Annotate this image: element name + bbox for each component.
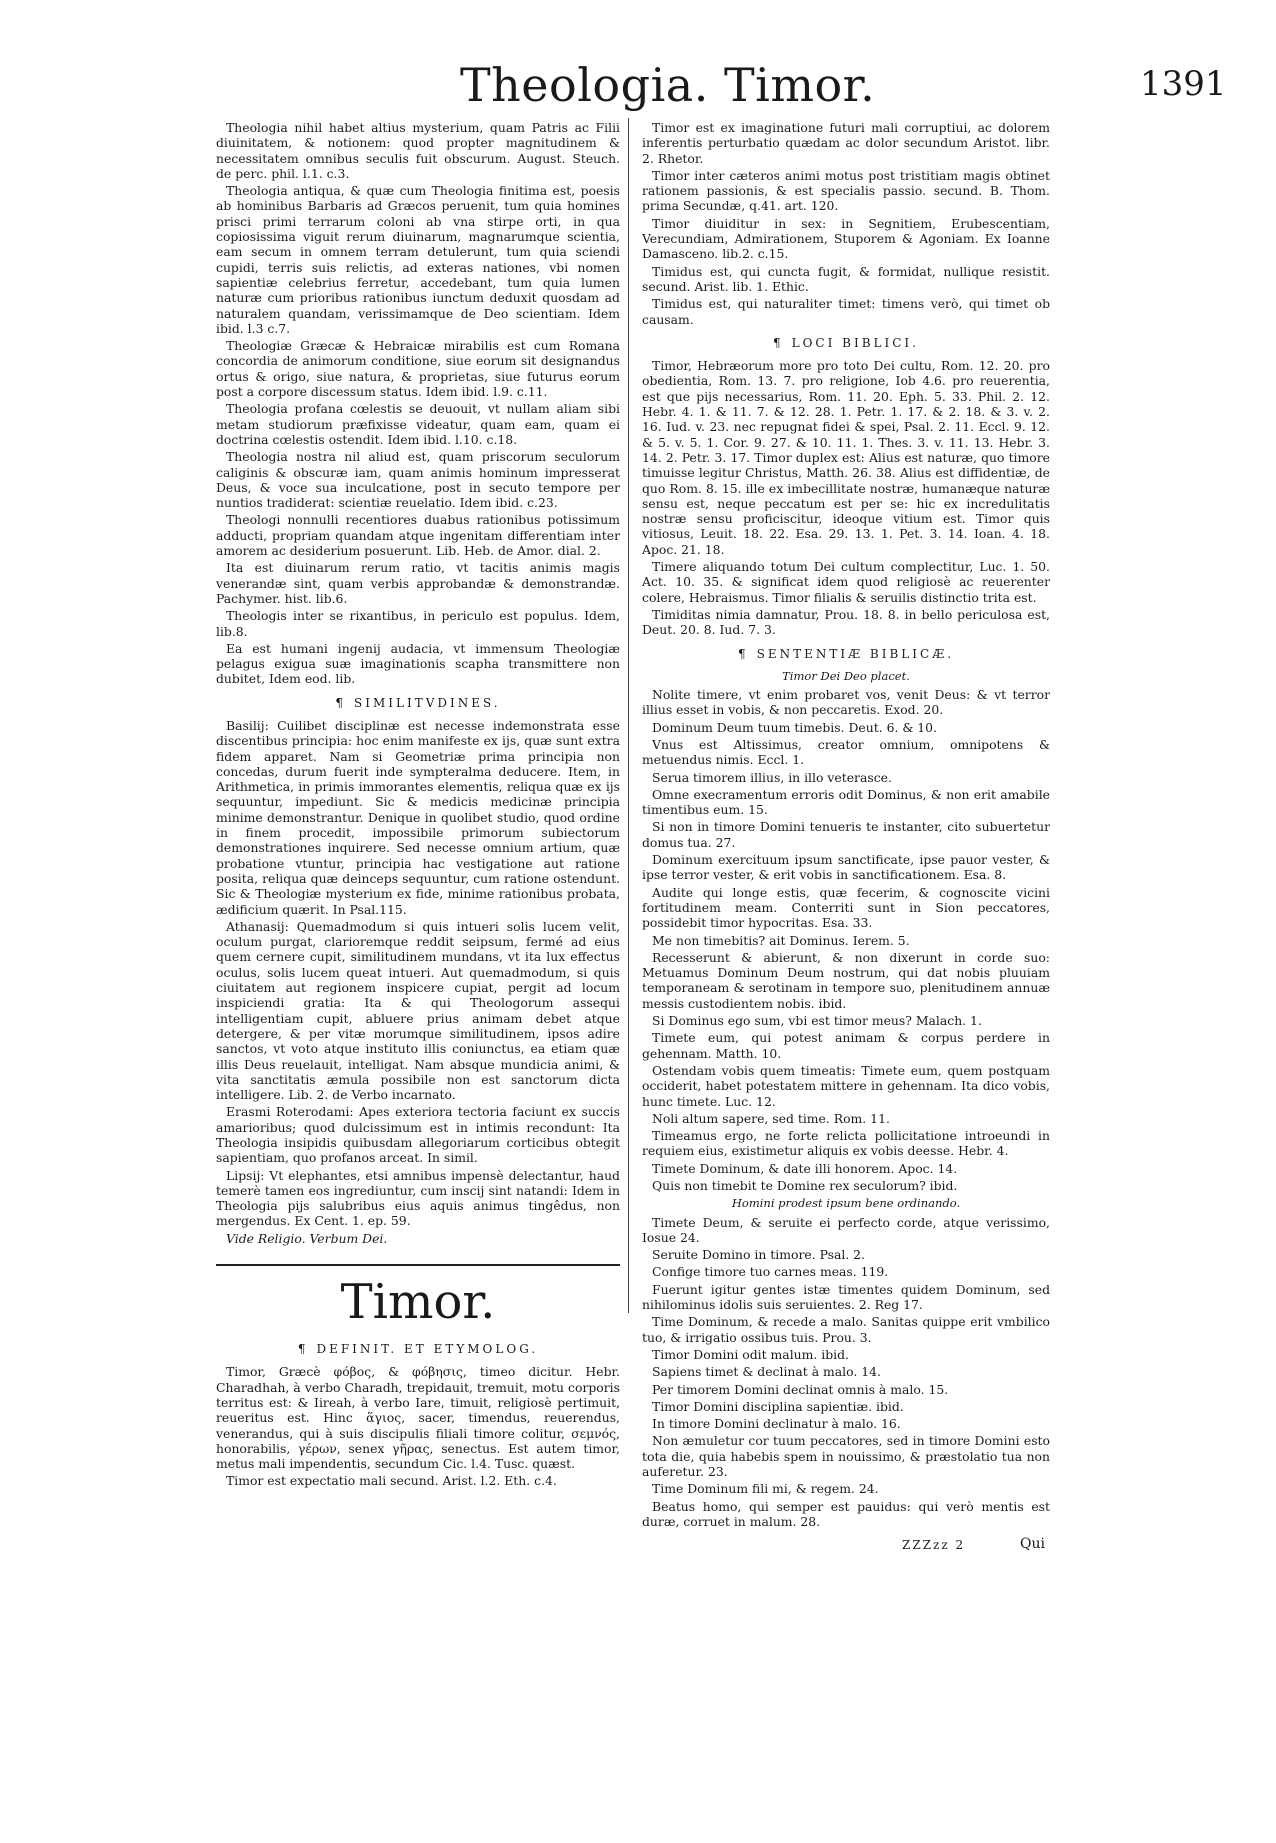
paragraph: Ea est humani ingenij audacia, vt immensum Theologiæ pelagus exigua suæ imaginationis scapha transmittere non dubitet, Idem eod. lib. — [216, 640, 620, 687]
page-number: 1391 — [1140, 64, 1227, 104]
sententia: Noli altum sapere, sed time. Rom. 11. — [652, 1110, 890, 1126]
paragraph-mark-icon: ¶ — [335, 695, 347, 710]
section-heading-similitudines: ¶ SIMILITVDINES. — [335, 695, 501, 710]
sententia: Nolite timere, vt enim probaret vos, venit Deus: & vt terror illius esset in vobis, & non peccaretis. Exod. 20. — [642, 687, 1050, 718]
sententia: Audite qui longe estis, quæ fecerim, & cognoscite vicini fortitudinem meam. Conterriti sunt in Sion peccatores, possidebit timor hypocritas. Esa. 33. — [642, 884, 1050, 931]
sententia: Time Dominum fili mi, & regem. 24. — [652, 1481, 879, 1497]
sententia: Ostendam vobis quem timeatis: Timete eum, quem postquam occiderit, habet potestatem mittere in gehennam. Ita dico vobis, hunc timete. Luc. 12. — [642, 1062, 1050, 1109]
paragraph: Timor est ex imaginatione futuri mali corruptiui, ac dolorem inferentis perturbatio quædam ac dolor secundum Aristot. libr. 2. Rhetor. — [642, 120, 1050, 166]
sententia: Timor Domini disciplina sapientiæ. ibid. — [652, 1398, 904, 1414]
loci-paragraph: Timor, Hebræorum more pro toto Dei cultu, Rom. 12. 20. pro obedientia, Rom. 13. 7. pro religione, Iob 4.6. pro reuerentia, est que pijs necessarius, Rom. 11. 20. Eph. 5. 33. Phil. 2. 12. Hebr. 4. 1. & 11. 7. & 12. 28. 1. Petr. 1. 17. & 2. 18. & 3. v. 2. 16. Iud. v. 23. nec repugnat fidei & spei, Psal. 2. 11. Eccl. 9. 12. & 5. v. 5. 1. Cor. 9. 27. & 10. 11. 1. Thes. 3. v. 11. 13. Hebr. 3. 14. 2. Petr. 3. 17. Timor duplex est: Alius est naturæ, quo timore timuisse legitur Christus, Matth. 26. 38. Alius est diffidentiæ, de quo Rom. 8. 15. ille ex imbecillitate nostræ, humanæque naturæ sensu est, neque peccatum est per se: hic ex incredulitatis nostræ sensu proficiscitur, ideoque vitium est. Timor quis vitiosus, Leuit. 18. 22. Esa. 29. 13. 1. Pet. 3. 14. Ioan. 4. 18. Apoc. 21. 18. — [642, 358, 1050, 557]
paragraph: Theologia profana cœlestis se deuouit, vt nullam aliam sibi metam studiorum præfixisse videatur, quam eam, quam ei doctrina cœlestis ostendit. Idem ibid. l.10. c.18. — [216, 401, 620, 447]
paragraph: Timidus est, qui cuncta fugit, & formidat, nullique resistit. secund. Arist. lib. 1. Ethic. — [642, 263, 1050, 294]
subsection-heading: Timor Dei Deo placet. — [782, 668, 910, 683]
paragraph-mark-icon: ¶ — [737, 646, 749, 661]
definition-paragraph: Timor, Græcè φόβος, & φόβησις, timeo dicitur. Hebr. Charadhah, à verbo Charadh, trepidauit, tremuit, motu corporis territus est: & Iireah, à verbo Iare, timuit, religiosè pertimuit, reueritus est. Hinc ἅγιος, sacer, timendus, reuerendus, venerandus, qui à suis discipulis filiali timore colitur, σεμνός, honorabilis, γέρων, senex γῆρας, senectus. Est autem timor, metus mali impendentis, secundum Cic. l.4. Tusc. quæst. — [216, 1364, 620, 1472]
sententia: Dominum Deum tuum timebis. Deut. 6. & 10. — [652, 719, 938, 735]
similitude-entry: Basilij: Cuilibet disciplinæ est necesse indemonstrata esse discentibus principia: hoc enim manifeste ex ijs, quæ sunt extra fidem apparet. Nam si Geometriæ prima principia non concedas, durum fuerit inde sympteralma deducere. Item, in Arithmetica, in primis immorantes elementis, reliqua quæ ex ijs sequuntur, impediunt. Sic & medicis medicinæ principia minime demonstrantur. Denique in quolibet studio, quod ordine in finem procedit, impossibile primorum subiectorum demonstrationes inquirere. Sed necesse omnium artium, quæ probatione vtuntur, principia hac vestigatione aut ratione posita, reliqua quæ deinceps sequuntur, cum ratione ostendunt. Sic & Theologiæ mysterium ex fide, minime rationibus probata, ædificium quærit. In Psal.115. — [216, 717, 620, 917]
subsection-heading: Homini prodest ipsum bene ordinando. — [731, 1196, 961, 1211]
section-heading-loci-biblici: ¶ LOCI BIBLICI. — [772, 335, 919, 350]
paragraph: Theologia antiqua, & quæ cum Theologia finitima est, poesis ab hominibus Barbaris ad Græcos peruenit, tum quia homines prisci primi terrarum coloni ab vna stirpe orti, in qua copiosissima viguit rerum diuinarum, magnarumque scientia, eam secum in omnem terram detulerunt, tum quia sciendi cupidi, terris suis relictis, ad exteras nationes, vbi nomen sapientiæ celebrius ferretur, accedebant, tum quia lumen naturæ cum prioribus rationibus iunctum deduxit quosdam ad naturalem quandam, verissimamque de Deo scientiam. Idem ibid. l.3 c.7. — [216, 183, 620, 336]
similitude-entry: Athanasij: Quemadmodum si quis intueri solis lucem velit, oculum purgat, clarioremque reddit seipsum, fermé ad eius quem cernere cupit, similitudinem mundans, vt ita lux effectus oculus, solis lucem queat intueri. Aut quemadmodum, si quis ciuitatem aut regionem inspicere cupiat, pergit ad locum inspiciendi gratia: Ita & qui Theologorum assequi intelligentiam cupit, abluere prius animam debet atque detergere, & per vitæ morumque similitudinem, ipsos adire sanctos, vt voto atque instituto illis coniunctus, ea etiam quæ illis Deus reuelauit, intelligat. Nam absque mundicia animi, & vita sanctitatis æmula possibile non est sanctorum dicta intelligere. Lib. 2. de Verbo incarnato. — [216, 918, 620, 1103]
sententia: Recesserunt & abierunt, & non dixerunt in corde suo: Metuamus Dominum Deum nostrum, qui dat nobis pluuiam temporaneam & serotinam in tempore suo, plenitudinem annuæ messis custodientem nobis. ibid. — [642, 949, 1050, 1011]
paragraph: Theologis inter se rixantibus, in periculo est populus. Idem, lib.8. — [216, 608, 620, 639]
sententia: Quis non timebit te Domine rex seculorum? ibid. — [652, 1178, 958, 1193]
definition-paragraph: Timor est expectatio mali secund. Arist. l.2. Eth. c.4. — [226, 1473, 557, 1489]
section-heading-definit: ¶ DEFINIT. ET ETYMOLOG. — [297, 1342, 539, 1357]
sententia: Non æmuletur cor tuum peccatores, sed in timore Domini esto tota die, quia habebis spem in nouissimo, & præstolatio tua non auferetur. 23. — [642, 1433, 1050, 1480]
paragraph: Theologia nihil habet altius mysterium, quam Patris ac Filii diuinitatem, & notionem: quod propter magnitudinem & necessitatem omnibus seculis fuit obscurum. August. Steuch. de perc. phil. l.1. c.3. — [216, 120, 620, 181]
column-divider — [628, 118, 629, 1313]
sententia: In timore Domini declinatur à malo. 16. — [652, 1416, 901, 1432]
signature-mark: ZZZzz 2 — [902, 1538, 966, 1552]
page-header — [0, 58, 1276, 118]
sententia: Time Dominum, & recede a malo. Sanitas quippe erit vmbilico tuo, & irrigatio ossibus tuis. Prou. 3. — [642, 1314, 1050, 1345]
right-column — [642, 120, 1050, 1531]
section-heading-sententiae: ¶ SENTENTIÆ BIBLICÆ. — [737, 646, 955, 661]
sententia: Confige timore tuo carnes meas. 119. — [652, 1264, 889, 1280]
loci-paragraph: Timiditas nimia damnatur, Prou. 18. 8. in bello periculosa est, Deut. 20. 8. Iud. 7. 3. — [642, 606, 1050, 638]
entry-title-timor: Timor. — [340, 1274, 496, 1331]
sententia: Omne execramentum erroris odit Dominus, & non erit amabile timentibus eum. 15. — [642, 786, 1050, 818]
sententia: Dominum exercituum ipsum sanctificate, ipse pauor vester, & ipse terror vester, & erit vobis in sanctificationem. Esa. 8. — [642, 852, 1050, 883]
sententia: Timete eum, qui potest animam & corpus perdere in gehennam. Matth. 10. — [642, 1030, 1050, 1061]
paragraph: Timor inter cæteros animi motus post tristitiam magis obtinet rationem passionis, & est specialis passio. secund. B. Thom. prima Secundæ, q.41. art. 120. — [642, 167, 1050, 214]
sententia: Si Dominus ego sum, vbi est timor meus? Malach. 1. — [652, 1013, 982, 1029]
sententia: Timor Domini odit malum. ibid. — [652, 1346, 849, 1362]
sententia: Fuerunt igitur gentes istæ timentes quidem Dominum, sed nihilominus idolis suis seruientes. 2. Reg 17. — [642, 1281, 1050, 1313]
similitude-entry: Lipsij: Vt elephantes, etsi amnibus impensè delectantur, haud temerè tamen eos ingrediuntur, cum inscij sint natandi: Idem in Theologia pijs salubribus eius aquis animus tingêdus, non mergendus. Ex Cent. 1. ep. 59. — [216, 1167, 620, 1229]
left-column — [216, 120, 620, 1491]
sententia: Seruite Domino in timore. Psal. 2. — [652, 1247, 866, 1263]
paragraph-mark-icon: ¶ — [297, 1342, 309, 1357]
paragraph: Timidus est, qui naturaliter timet: timens verò, qui timet ob causam. — [642, 296, 1050, 327]
paragraph-mark-icon: ¶ — [772, 335, 784, 350]
loci-paragraph: Timere aliquando totum Dei cultum complectitur, Luc. 1. 50. Act. 10. 35. & significat idem quod religiosè ac reuerenter colere, Hebraismus. Timor filialis & seruilis distinctio trita est. — [642, 559, 1050, 605]
sententia: Si non in timore Domini tenueris te instanter, cito subuertetur domus tua. 27. — [642, 819, 1050, 850]
paragraph: Ita est diuinarum rerum ratio, vt tacitis animis magis venerandæ sint, quam verbis approbandæ & demonstrandæ. Pachymer. hist. lib.6. — [216, 560, 620, 606]
sententia: Vnus est Altissimus, creator omnium, omnipotens & metuendus nimis. Eccl. 1. — [642, 736, 1050, 768]
sententia: Timeamus ergo, ne forte relicta pollicitatione introeundi in requiem eius, existimetur aliquis ex vobis deesse. Hebr. 4. — [642, 1128, 1050, 1159]
sententia: Serua timorem illius, in illo veterasce. — [652, 769, 892, 785]
similitude-entry: Erasmi Roterodami: Apes exteriora tectoria faciunt ex succis amarioribus; quod dulcissimum est in intimis recondunt: Ita Theologia insipidis quibusdam allegoriarum corticibus obtegit sapientiam, quo profanos arceat. In simil. — [216, 1104, 620, 1166]
sententia: Beatus homo, qui semper est pauidus: qui verò mentis est duræ, corruet in malum. 28. — [642, 1498, 1050, 1529]
sententia: Sapiens timet & declinat à malo. 14. — [652, 1364, 881, 1380]
paragraph: Theologiæ Græcæ & Hebraicæ mirabilis est cum Romana concordia de animorum conditione, siue eorum sit designandus ortus & origo, siue natura, & proprietas, siue futurus eorum post a corpore discessum status. Idem ibid. l.9. c.11. — [216, 338, 620, 400]
catchword: Qui — [1020, 1536, 1045, 1552]
sententia: Timete Dominum, & date illi honorem. Apoc. 14. — [652, 1160, 958, 1176]
running-title: Theologia. Timor. — [460, 58, 876, 112]
sententia: Per timorem Domini declinat omnis à malo. 15. — [652, 1381, 949, 1397]
paragraph: Theologia nostra nil aliud est, quam priscorum seculorum caliginis & obscuræ iam, quam animis hominum impresserat Deus, & voce sua inculcatione, post in secuto tempore per nuntios tradiderat: scientiæ reuelatio. Idem ibid. c.23. — [216, 449, 620, 511]
horizontal-rule — [216, 1264, 620, 1266]
sententia: Me non timebitis? ait Dominus. Ierem. 5. — [652, 932, 910, 948]
paragraph: Timor diuiditur in sex: in Segnitiem, Erubescentiam, Verecundiam, Admirationem, Stuporem & Agoniam. Ex Ioanne Damasceno. lib.2. c.15. — [642, 215, 1050, 262]
paragraph: Theologi nonnulli recentiores duabus rationibus potissimum adducti, propriam quandam atque ingenitam differentiam inter amorem ac desiderium posuerunt. Lib. Heb. de Amor. dial. 2. — [216, 512, 620, 559]
cross-reference: Vide Religio. Verbum Dei. — [226, 1230, 388, 1246]
sententia: Timete Deum, & seruite ei perfecto corde, atque verissimo, Iosue 24. — [642, 1214, 1050, 1245]
